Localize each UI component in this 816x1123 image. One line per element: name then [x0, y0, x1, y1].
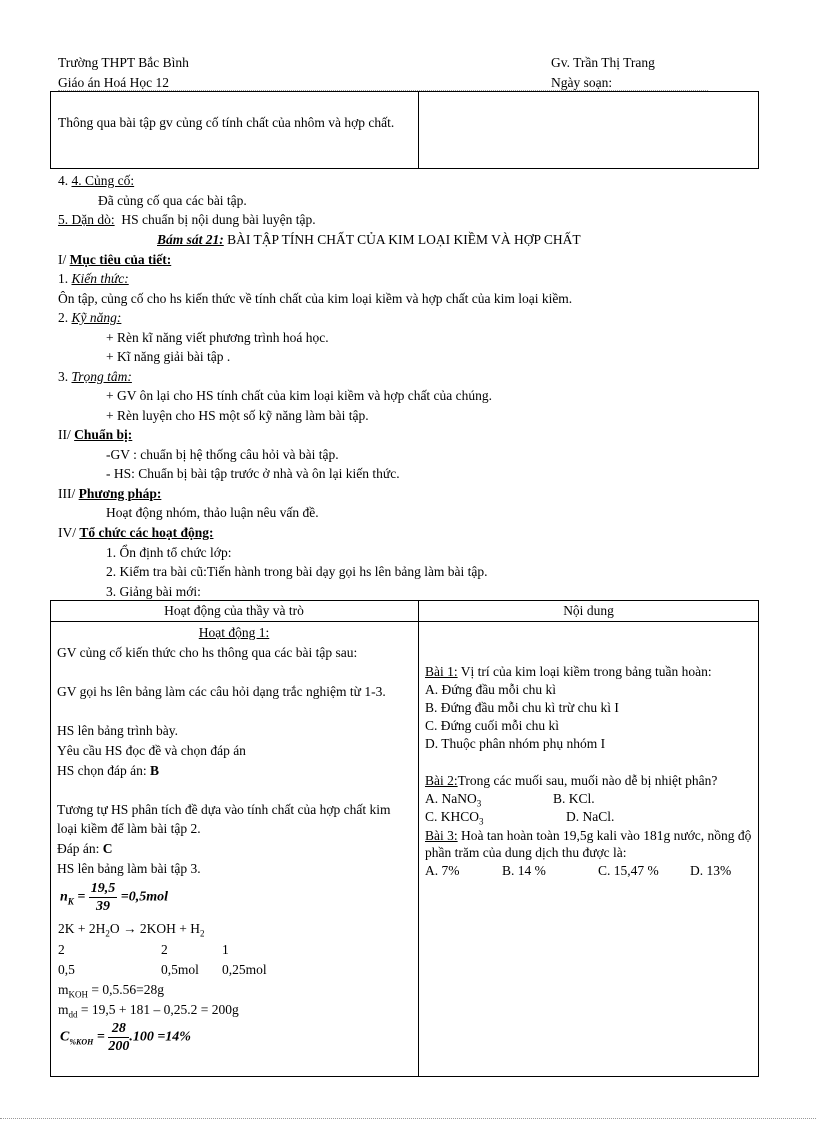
activity-title: Hoạt động 1: — [198, 625, 270, 640]
organization-step: 1. Ổn định tổ chức lớp: — [106, 545, 232, 560]
bai1-option: D. Thuộc phân nhóm phụ nhóm I — [425, 736, 606, 751]
mol-value: 0,25mol — [222, 962, 267, 977]
page-bottom-border — [0, 1118, 816, 1119]
coef-value: 2 — [58, 942, 65, 957]
analysis-text: Tương tự HS phân tích đề dựa vào tính chất của hợp chất kim loại kiềm để làm bài tập 2. — [57, 802, 391, 836]
col-header-activities: Hoạt động của thầy và trò — [164, 603, 304, 618]
bai2-option-a: A. NaNO$_3$ — [425, 791, 482, 809]
left-line: HS lên bảng trình bày. — [57, 723, 178, 738]
lesson-title: Bám sát 21: BÀI TẬP TÍNH CHẤT CỦA KIM LOẠI KIỀM VÀ HỢP CHẤT — [157, 232, 581, 247]
objectives-heading: I/ Mục tiêu của tiết: — [58, 252, 172, 267]
bai2-option-c: C. $KHCO_3$ — [425, 809, 484, 827]
left-line: Yêu cầu HS đọc đề và chọn đáp án — [57, 743, 246, 758]
date-label: Ngày soạn: — [551, 75, 613, 90]
main-table-header-line — [50, 621, 759, 622]
knowledge-label: 1. Kiến thức: — [58, 271, 129, 286]
bai1-option: A. Đứng đầu mỗi chu kì — [425, 682, 557, 697]
left-line: GV củng cố kiến thức cho hs thông qua các bài tập sau: — [57, 645, 358, 660]
bai2-option-b: B. KCl. — [553, 791, 595, 806]
formula-moles-k: $n_K$ = $\frac{19,5}{39}$ =0,5mol — [60, 881, 169, 914]
focus-label: 3. Trọng tâm: — [58, 369, 132, 384]
bai3-option: B. 14 % — [502, 863, 546, 878]
teacher-name: Gv. Trần Thị Trang — [551, 55, 655, 70]
skills-label: 2. Kỹ năng: — [58, 310, 122, 325]
preparation-heading: II/ Chuẩn bị: — [58, 427, 133, 442]
organization-step: 3. Giảng bài mới: — [106, 584, 201, 599]
answer-2: Đáp án: C — [57, 841, 113, 856]
bai3-question: Bài 3: Hoà tan hoàn toàn 19,5g kali vào 181g nước, nồng độ phần trăm của dung dịch thu được là: — [425, 828, 752, 860]
exercise-3-text: HS lên bảng làm bài tập 3. — [57, 861, 201, 876]
skill-item: + Rèn kĩ năng viết phương trình hoá học. — [106, 330, 329, 345]
formula-concentration: $C_{\%KOH}$ = $\frac{28}{200}$ .100 =14% — [60, 1021, 191, 1054]
focus-item: + GV ôn lại cho HS tính chất của kim loại kiềm và hợp chất của chúng. — [106, 388, 493, 403]
subject-title: Giáo án Hoá Học 12 — [58, 75, 169, 90]
school-name: Trường THPT Bắc Bình — [58, 55, 189, 70]
skill-item: + Kĩ năng giải bài tập . — [106, 349, 231, 364]
method-text: Hoạt động nhóm, thảo luận nêu vấn đề. — [106, 505, 319, 520]
answer-1: HS chọn đáp án: B — [57, 763, 159, 778]
mol-value: 0,5 — [58, 962, 75, 977]
consolidation-label: 4. 4. Củng cố: — [58, 173, 135, 188]
preparation-item: -GV : chuẩn bị hệ thống câu hỏi và bài tập. — [106, 447, 339, 462]
bai2-question: Bài 2:Trong các muối sau, muối nào dễ bị nhiệt phân? — [425, 773, 718, 788]
bai3-option: A. 7% — [425, 863, 460, 878]
method-heading: III/ Phương pháp: — [58, 486, 162, 501]
organization-heading: IV/ Tổ chức các hoạt động: — [58, 525, 214, 540]
mass-solution: $m_{dd} = 19,5 + 181 - 0,25.2 = 200g$ — [58, 1002, 239, 1020]
coef-value: 2 — [161, 942, 168, 957]
bai1-option: B. Đứng đầu mỗi chu kì trừ chu kì I — [425, 700, 619, 715]
knowledge-text: Ôn tập, củng cố cho hs kiến thức về tính chất của kim loại kiềm và hợp chất của kim loại kiềm. — [58, 291, 573, 306]
consolidation-text: Đã củng cố qua các bài tập. — [98, 193, 247, 208]
main-table-divider — [418, 600, 419, 1077]
coef-value: 1 — [222, 942, 229, 957]
col-header-content: Nội dung — [563, 603, 614, 618]
left-line: GV gọi hs lên bảng làm các câu hỏi dạng trắc nghiệm từ 1-3. — [57, 684, 386, 699]
bai2-option-d: D. NaCl. — [566, 809, 615, 824]
reaction-equation: $2K + 2H_2O \to 2KOH + H_2$ — [58, 921, 205, 939]
preparation-item: - HS: Chuẩn bị bài tập trước ở nhà và ôn lại kiến thức. — [106, 466, 400, 481]
top-table-left-text: Thông qua bài tập gv củng cố tính chất của nhôm và hợp chất. — [58, 115, 395, 130]
bai1-option: C. Đứng cuối mỗi chu kì — [425, 718, 560, 733]
bai3-option: C. 15,47 % — [598, 863, 659, 878]
top-table-divider — [418, 91, 419, 169]
bai1-question: Bài 1: Vị trí của kim loại kiềm trong bảng tuần hoàn: — [425, 664, 712, 679]
focus-item: + Rèn luyện cho HS một số kỹ năng làm bài tập. — [106, 408, 369, 423]
homework-line: 5. Dặn dò: HS chuẩn bị nội dung bài luyện tập. — [58, 212, 316, 227]
mass-koh: $m_{KOH} = 0,5.56=28g$ — [58, 982, 164, 1000]
bai3-option: D. 13% — [690, 863, 732, 878]
mol-value: 0,5mol — [161, 962, 199, 977]
organization-step: 2. Kiểm tra bài cũ:Tiến hành trong bài dạy gọi hs lên bảng làm bài tập. — [106, 564, 488, 579]
